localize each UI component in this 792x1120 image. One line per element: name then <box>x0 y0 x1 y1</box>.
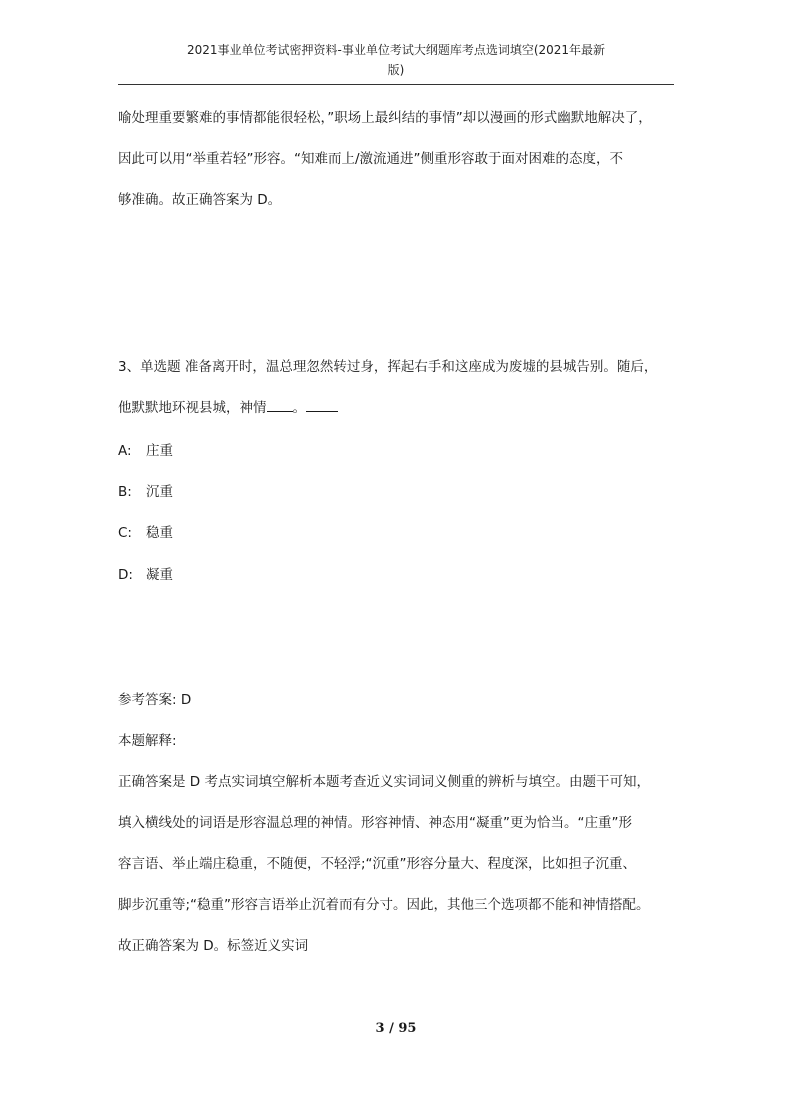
option-text: 凝重 <box>146 567 173 583</box>
option-letter: B: <box>118 484 132 500</box>
option-a <box>118 441 173 461</box>
answer-blank <box>267 399 293 412</box>
option-text: 沉重 <box>146 484 173 500</box>
analysis-label: 本题解释: <box>118 733 177 749</box>
option-d <box>118 565 173 585</box>
option-b <box>118 482 173 502</box>
option-letter: D: <box>118 567 133 583</box>
answer-blank <box>306 399 338 412</box>
header-title-line1: 2021事业单位考试密押资料-事业单位考试大纲题库考点选词填空(2021年最新 <box>186 43 606 57</box>
page-number: 3 / 95 <box>375 1021 417 1036</box>
header-divider <box>118 84 674 85</box>
explanation-line: 填入横线处的词语是形容温总理的神情。形容神情、神态用“凝重”更为恰当。“庄重”形 <box>118 815 632 831</box>
explanation-line: 够准确。故正确答案为 D。 <box>118 192 282 208</box>
explanation-line: 脚步沉重等;“稳重”形容言语举止沉着而有分寸。因此，其他三个选项都不能和神情搭配。 <box>118 897 650 913</box>
option-text: 稳重 <box>146 525 173 541</box>
option-letter: C: <box>118 525 132 541</box>
option-letter: A: <box>118 443 132 459</box>
question-line2-mid: 。 <box>292 400 306 416</box>
option-c <box>118 523 173 543</box>
header-title-line2: 版) <box>387 63 405 77</box>
explanation-line: 因此可以用“举重若轻”形容。“知难而上/激流通进”侧重形容敢于面对困难的态度，不 <box>118 151 624 167</box>
page-header <box>118 40 674 80</box>
explanation-line: 故正确答案为 D。标签近义实词 <box>118 938 309 954</box>
question-stem <box>118 347 678 429</box>
explanation-line: 正确答案是 D 考点实词填空解析本题考查近义实词词义侧重的辨析与填空。由题干可知， <box>118 774 650 790</box>
explanation-line: 喻处理重要繁难的事情都能很轻松，”职场上最纠结的事情”却以漫画的形式幽默地解决了， <box>118 110 652 126</box>
question-line2-prefix: 他默默地环视县城，神情 <box>118 400 267 416</box>
explanation-line: 容言语、举止端庄稳重，不随便，不轻浮;“沉重”形容分量大、程度深，比如担子沉重、 <box>118 856 637 872</box>
question-line1: 3、单选题 准备离开时，温总理忽然转过身，挥起右手和这座成为废墟的县城告别。随后， <box>118 359 658 375</box>
previous-explanation <box>118 98 678 221</box>
question-line2 <box>118 388 678 429</box>
reference-answer: 参考答案: D <box>118 692 192 708</box>
answer-explanation <box>118 762 678 967</box>
option-text: 庄重 <box>146 443 173 459</box>
